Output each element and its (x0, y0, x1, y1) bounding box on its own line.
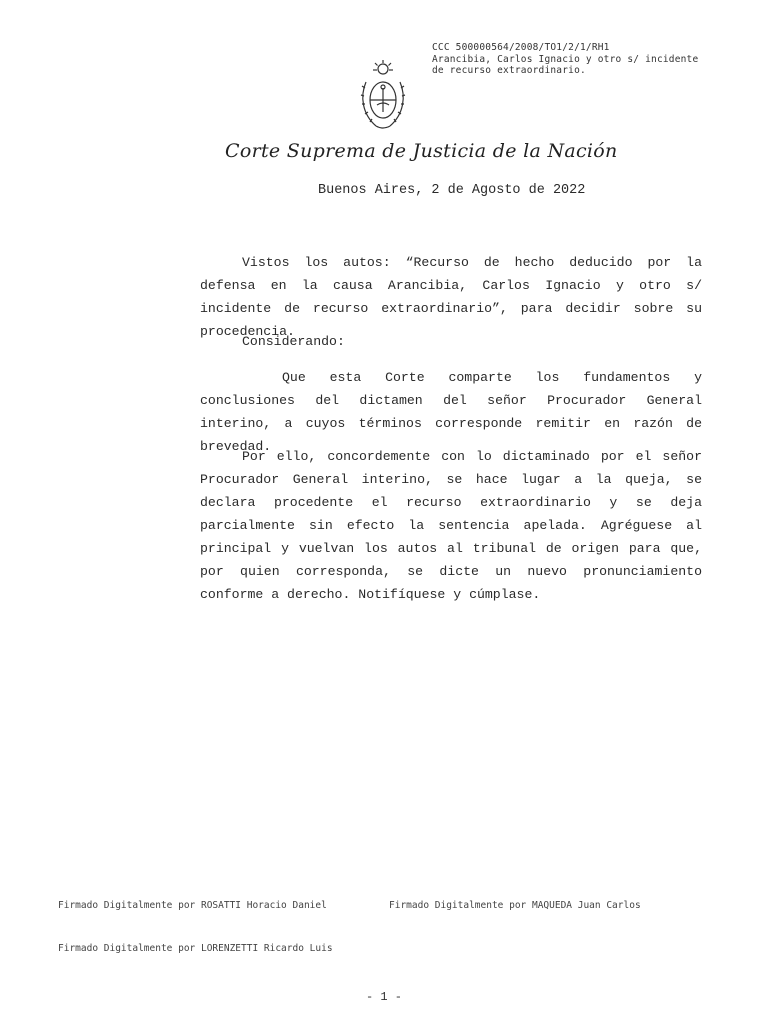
case-ref-line: CCC 500000564/2008/TO1/2/1/RH1 (432, 42, 610, 53)
coat-of-arms-icon (358, 60, 408, 132)
signature-lorenzetti: Firmado Digitalmente por LORENZETTI Ricardo Luis (58, 943, 333, 954)
paragraph-text: Vistos los autos: “Recurso de hecho deducido por la defensa en la causa Arancibia, Carlos Ignacio y otro s/ incidente de recurso extraordinario”, para decidir sobre su procedencia. (200, 255, 702, 339)
paragraph-text: Considerando: (242, 334, 345, 349)
case-reference (432, 42, 698, 77)
case-ref-line: de recurso extraordinario. (432, 65, 586, 76)
document-date: Buenos Aires, 2 de Agosto de 2022 (318, 183, 586, 198)
page-number: - 1 - (365, 990, 402, 1004)
signature-rosatti: Firmado Digitalmente por ROSATTI Horacio Daniel (58, 900, 327, 911)
signature-maqueda: Firmado Digitalmente por MAQUEDA Juan Carlos (389, 900, 641, 911)
court-name: Corte Suprema de Justicia de la Nación (225, 140, 618, 162)
paragraph-considerando (200, 330, 702, 353)
paragraph-text: Que esta Corte comparte los fundamentos y conclusiones del dictamen del señor Procurador General interino, a cuyos términos corresponde remitir en razón de brevedad. (200, 370, 702, 454)
paragraph-resolucion (200, 445, 702, 606)
case-ref-line: Arancibia, Carlos Ignacio y otro s/ incidente (432, 53, 699, 65)
paragraph-text: Por ello, concordemente con lo dictaminado por el señor Procurador General interino, se hace lugar a la queja, se declara procedente el recurso extraordinario y se deja parcialmente sin efecto la sentencia apelada. Agréguese al principal y vuelvan los autos al tribunal de origen para que, por quien corresponda, se dicte un nuevo pronunciamiento conforme a derecho. Notifíquese y cúmplase. (200, 449, 702, 602)
